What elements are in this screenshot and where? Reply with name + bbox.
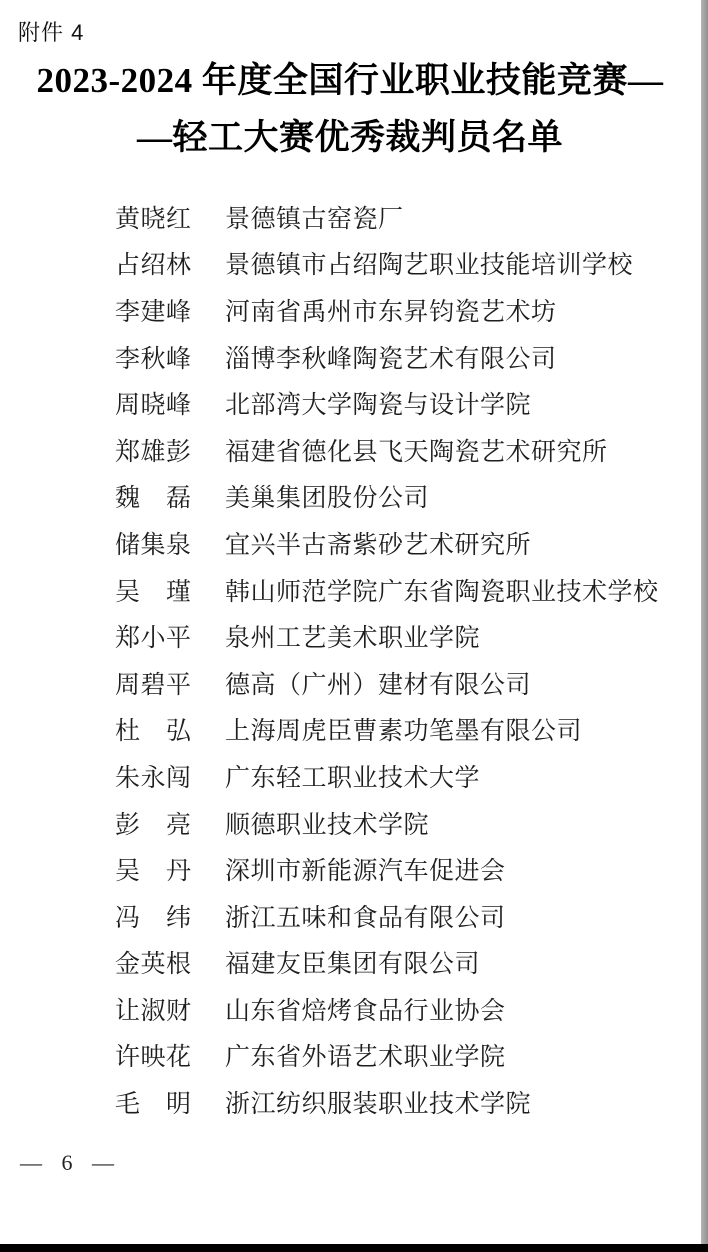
- judge-row: [115, 1081, 690, 1128]
- judge-name: 杜 弘: [115, 718, 192, 746]
- judge-row: [115, 802, 690, 849]
- judge-name: 彭 亮: [115, 811, 192, 839]
- judge-name: 储集泉: [115, 531, 192, 559]
- judge-row: [115, 289, 690, 336]
- judge-name: 李建峰: [115, 298, 192, 326]
- judge-name: 周碧平: [115, 671, 192, 699]
- judge-organization: 深圳市新能源汽车促进会: [225, 858, 506, 886]
- judge-organization: 北部湾大学陶瓷与设计学院: [225, 392, 532, 420]
- judge-row: [115, 476, 690, 523]
- judge-organization: 德高（广州）建材有限公司: [225, 671, 532, 699]
- judge-name: 李秋峰: [115, 345, 192, 373]
- scan-bottom-border: [0, 1244, 708, 1252]
- judge-row: [115, 942, 690, 989]
- judge-row: [115, 382, 690, 429]
- judge-row: [115, 429, 690, 476]
- judge-organization: 山东省焙烤食品行业协会: [225, 997, 506, 1025]
- judge-organization: 美巢集团股份公司: [225, 485, 430, 513]
- judge-organization: 广东省外语艺术职业学院: [225, 1044, 506, 1072]
- judge-organization: 泉州工艺美术职业学院: [225, 625, 481, 653]
- judge-name: 占绍林: [115, 252, 192, 280]
- judge-name: 朱永闯: [115, 764, 192, 792]
- judge-name: 许映花: [115, 1044, 192, 1072]
- page-title: [0, 52, 700, 166]
- judge-row: [115, 1035, 690, 1082]
- judge-organization: 河南省禹州市东昇钧瓷艺术坊: [225, 298, 557, 326]
- judge-row: [115, 709, 690, 756]
- page-number: — 6 —: [20, 1150, 118, 1175]
- judge-name: 吴 丹: [115, 858, 192, 886]
- judge-organization: 淄博李秋峰陶瓷艺术有限公司: [225, 345, 557, 373]
- judge-name: 郑雄彭: [115, 438, 192, 466]
- judge-row: [115, 662, 690, 709]
- judge-row: [115, 755, 690, 802]
- judge-row: [115, 196, 690, 243]
- judge-organization: 宜兴半古斋紫砂艺术研究所: [225, 531, 532, 559]
- judge-name: 郑小平: [115, 625, 192, 653]
- judge-name: 魏 磊: [115, 485, 192, 513]
- judge-row: [115, 336, 690, 383]
- judge-organization: 广东轻工职业技术大学: [225, 764, 481, 792]
- judge-organization: 福建省德化县飞天陶瓷艺术研究所: [225, 438, 608, 466]
- judge-name: 吴 瑾: [115, 578, 192, 606]
- judge-organization: 顺德职业技术学院: [225, 811, 430, 839]
- judges-list: [115, 196, 690, 1128]
- judge-row: [115, 848, 690, 895]
- judge-name: 金英根: [115, 951, 192, 979]
- judge-row: [115, 522, 690, 569]
- judge-organization: 景德镇古窑瓷厂: [225, 205, 404, 233]
- judge-row: [115, 895, 690, 942]
- judge-row: [115, 988, 690, 1035]
- judge-name: 让淑财: [115, 997, 192, 1025]
- judge-row: [115, 615, 690, 662]
- judge-name: 毛 明: [115, 1091, 192, 1119]
- judge-row: [115, 569, 690, 616]
- judge-organization: 浙江纺织服装职业技术学院: [225, 1091, 532, 1119]
- judge-name: 黄晓红: [115, 205, 192, 233]
- attachment-label: 附件 4: [18, 20, 85, 45]
- judge-name: 冯 纬: [115, 904, 192, 932]
- judge-organization: 景德镇市占绍陶艺职业技能培训学校: [225, 252, 634, 280]
- page-title-line-1: 2023-2024 年度全国行业职业技能竞赛—: [36, 61, 664, 100]
- judge-row: [115, 243, 690, 290]
- judge-organization: 上海周虎臣曹素功笔墨有限公司: [225, 718, 583, 746]
- page-title-line-2: —轻工大赛优秀裁判员名单: [136, 118, 563, 157]
- judge-organization: 福建友臣集团有限公司: [225, 951, 481, 979]
- judge-organization: 韩山师范学院广东省陶瓷职业技术学校: [225, 578, 659, 606]
- judge-organization: 浙江五味和食品有限公司: [225, 904, 506, 932]
- scan-edge-shadow: [701, 0, 708, 1244]
- judge-name: 周晓峰: [115, 392, 192, 420]
